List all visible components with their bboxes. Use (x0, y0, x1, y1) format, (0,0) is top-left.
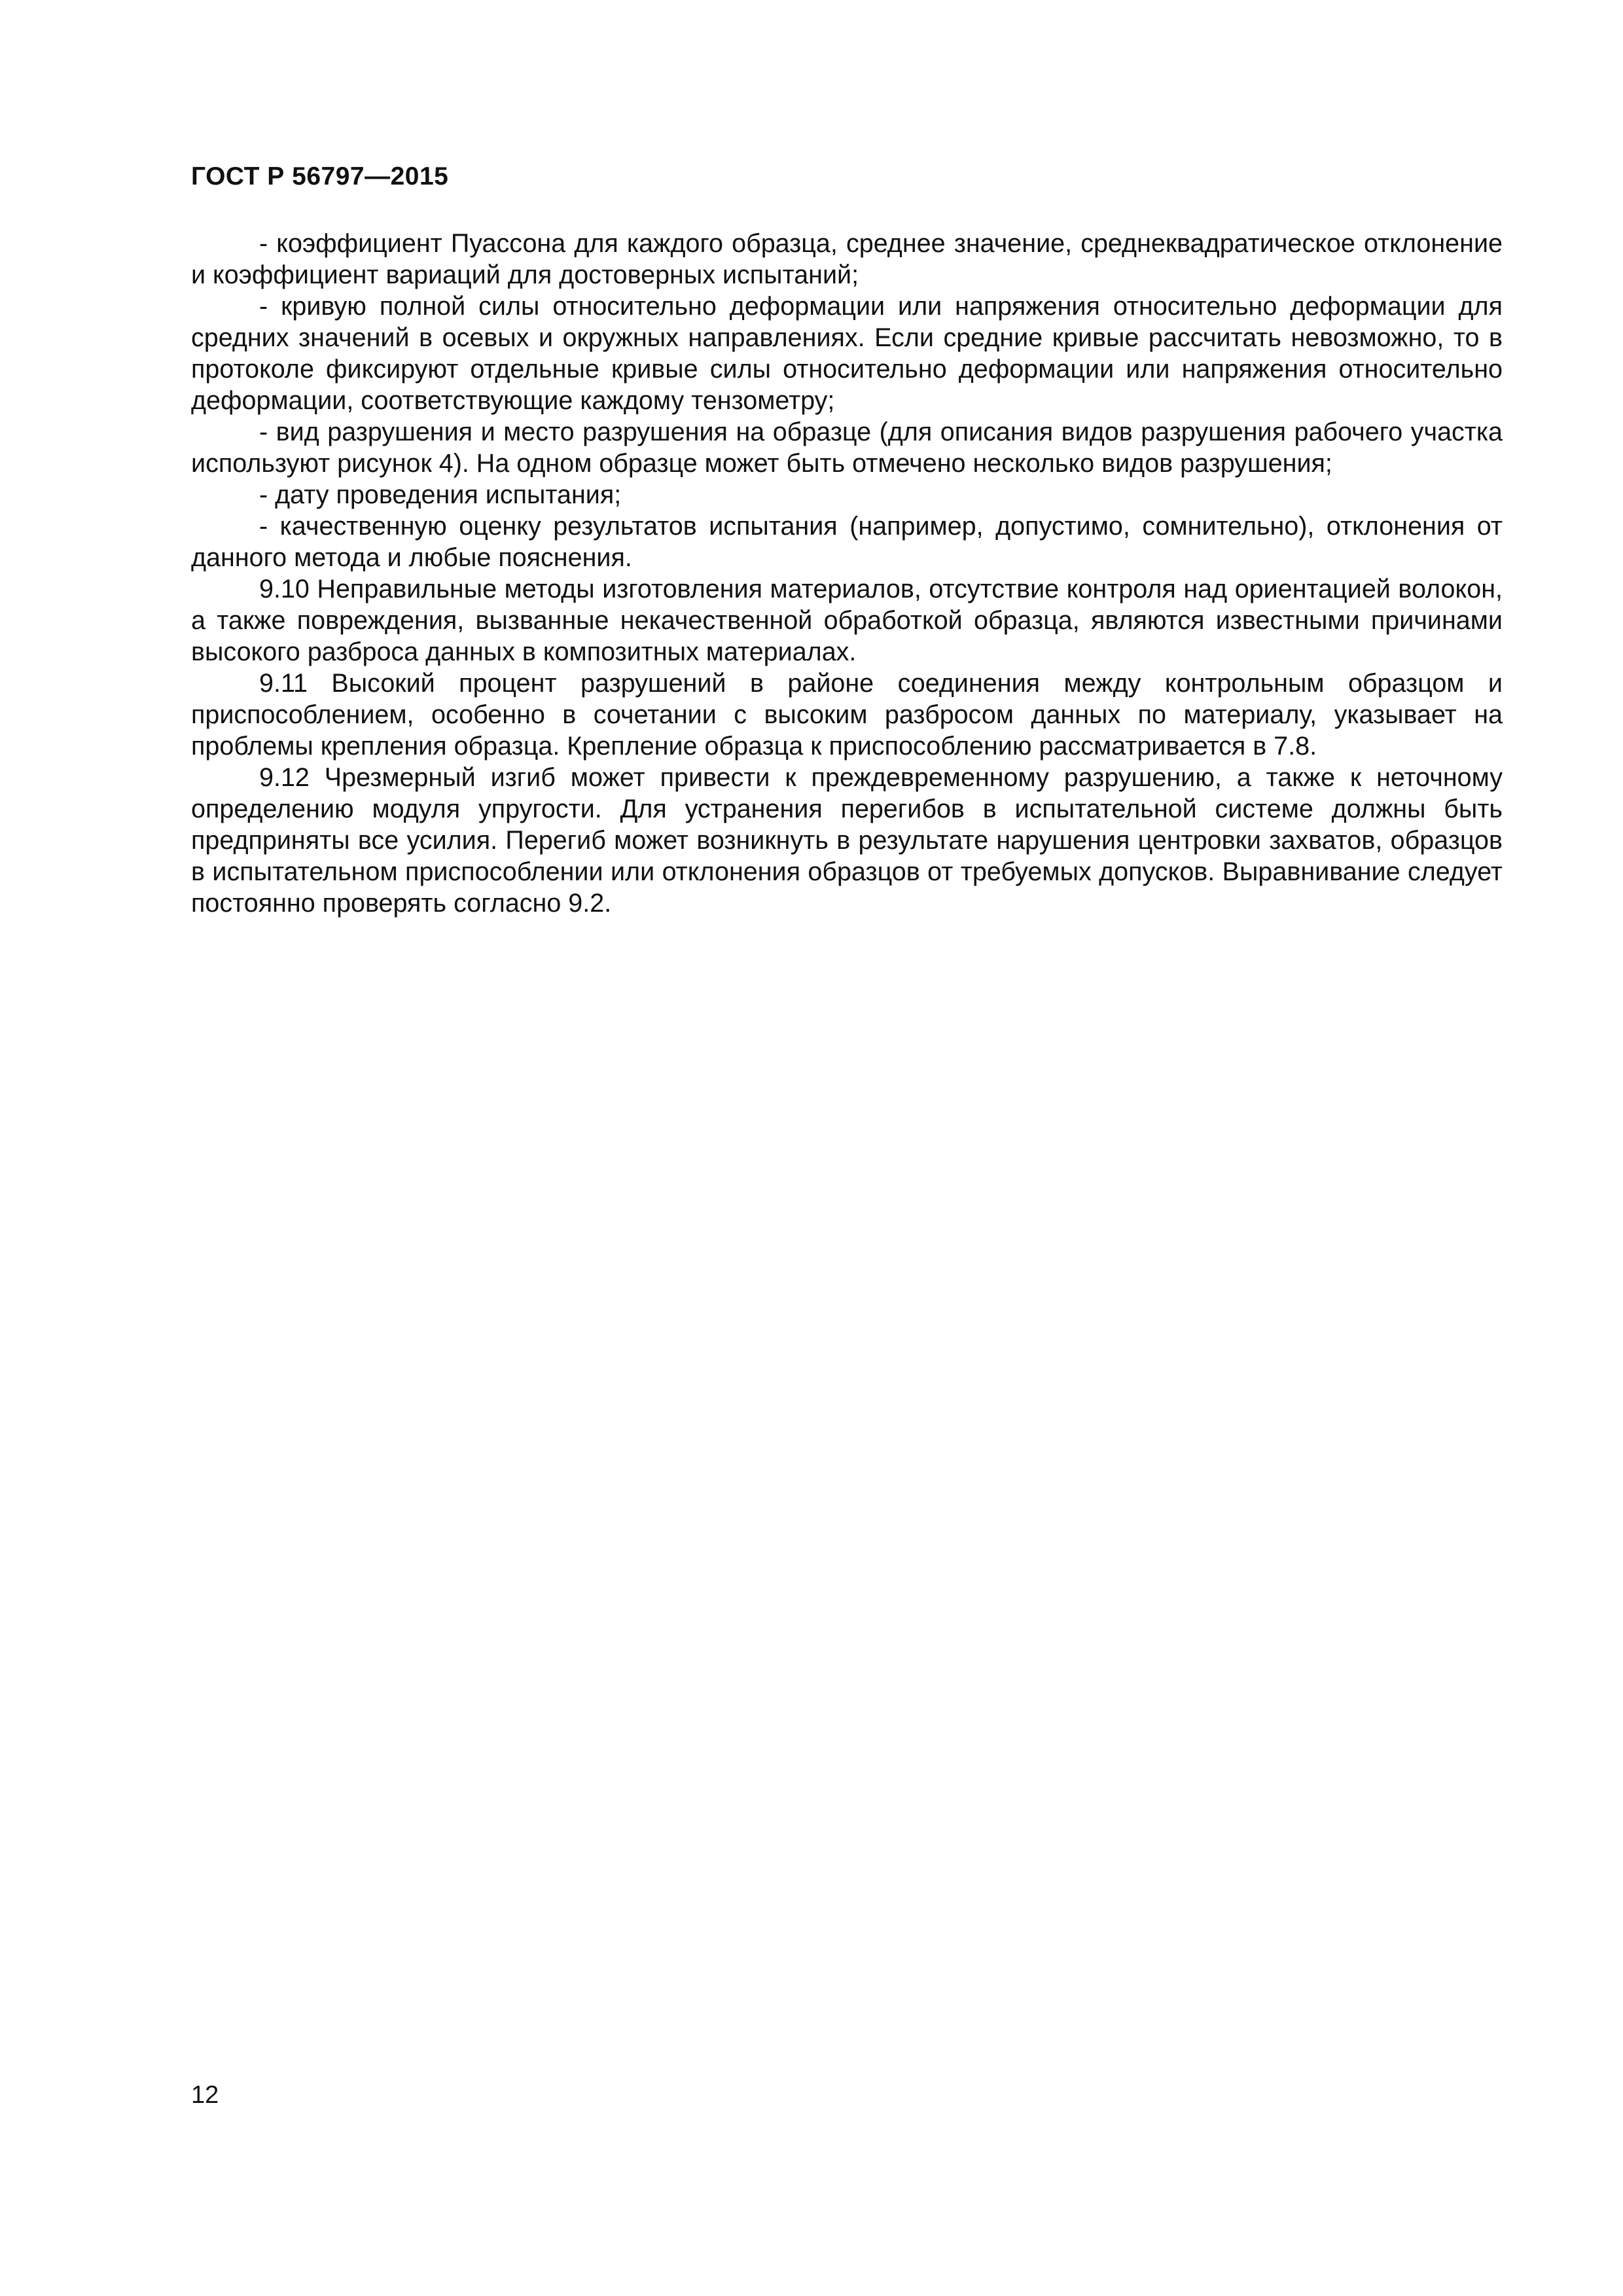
paragraph-quality-assessment: - качественную оценку результатов испытания (например, допустимо, сомнительно), отклонения от данного метода и любые пояснения. (191, 512, 1503, 572)
page-number: 12 (191, 2081, 219, 2109)
paragraph-force-curve: - кривую полной силы относительно деформации или напряжения относительно деформации для средних значений в осевых и окружных направлениях. Если средние кривые рассчитать невозможно, то в протоколе фиксируют отдельные кривые силы относительно деформации или напряжения относительно деформации, соответствующие каждому тензометру; (191, 292, 1503, 415)
document-body (191, 228, 1503, 919)
paragraph-poisson-ratio: - коэффициент Пуассона для каждого образца, среднее значение, среднеквадратическое отклонение и коэффициент вариаций для достоверных испытаний; (191, 229, 1503, 289)
paragraph-failure-mode: - вид разрушения и место разрушения на образце (для описания видов разрушения рабочего участка используют рисунок 4). На одном образце может быть отмечено несколько видов разрушения; (191, 418, 1503, 478)
paragraph-9-10: 9.10 Неправильные методы изготовления материалов, отсутствие контроля над ориентацией волокон, а также повреждения, вызванные некачественной обработкой образца, являются известными причинами высокого разброса данных в композитных материалах. (191, 575, 1503, 666)
paragraph-9-12: 9.12 Чрезмерный изгиб может привести к преждевременному разрушению, а также к неточному определению модуля упругости. Для устранения перегибов в испытательной системе должны быть предприняты все усилия. Перегиб может возникнуть в результате нарушения центровки захватов, образцов в испытательном приспособлении или отклонения образцов от требуемых допусков. Выравнивание следует постоянно проверять согласно 9.2. (191, 763, 1503, 918)
paragraph-test-date: - дату проведения испытания; (259, 480, 622, 509)
paragraph-9-11: 9.11 Высокий процент разрушений в районе соединения между контрольным образцом и приспособлением, особенно в сочетании с высоким разбросом данных по материалу, указывает на проблемы крепления образца. Крепление образца к приспособлению рассматривается в 7.8. (191, 669, 1503, 761)
document-header: ГОСТ Р 56797—2015 (191, 162, 449, 190)
